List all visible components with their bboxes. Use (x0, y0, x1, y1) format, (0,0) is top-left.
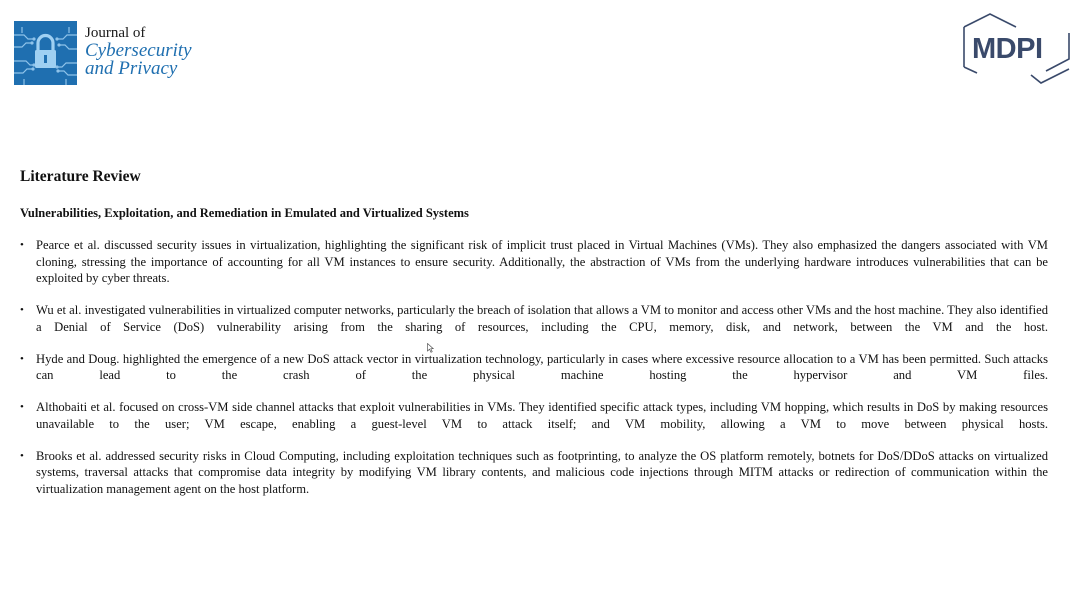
bullet-text: Brooks et al. addressed security risks in Cloud Computing, including exploitation techniques such as footprinting, to analyze the OS platform remotely, botnets for DoS/DDoS attacks on virtualized systems, traversal attacks that compromise data integrity by modifying VM library contents, and malicious code injections through MITM attacks or redirection of communication within the virtualization management agent on the host platform. (36, 448, 1048, 496)
bullet-text: Wu et al. investigated vulnerabilities in virtualized computer networks, particularly the breach of isolation that allows a VM to monitor and access other VMs and the host machine. They also identified a Denial of Service (DoS) vulnerability arising from the sharing of resources, including the CPU, memory, disk, and network, between the VM and the host. (36, 303, 1048, 334)
bullet-marker: • (20, 304, 24, 316)
list-item (20, 302, 1048, 335)
journal-name-line1: Cybersecurity (85, 40, 192, 61)
list-item (20, 351, 1048, 384)
list-item (20, 237, 1048, 287)
subsection-title: Vulnerabilities, Exploitation, and Remediation in Emulated and Virtualized Systems (20, 206, 469, 220)
journal-logo (14, 21, 204, 85)
padlock-circuit-icon (14, 21, 77, 85)
bullet-text: Pearce et al. discussed security issues in virtualization, highlighting the significant risk of implicit trust placed in Virtual Machines (VMs). They also emphasized the dangers associated with VM cloning, stressing the importance of accounting for all VM instances to ensure security. Additionally, the abstraction of VMs from the underlying hardware introduces vulnerabilities that can be exploited by cyber threats. (36, 238, 1048, 285)
list-item (20, 399, 1048, 432)
bullet-marker: • (20, 401, 24, 413)
bullet-marker: • (20, 239, 24, 251)
journal-of-label: Journal of (85, 25, 146, 41)
bullet-list (20, 237, 1048, 513)
journal-name-line2: and Privacy (85, 58, 178, 79)
bullet-text: Hyde and Doug. highlighted the emergence of a new DoS attack vector in virtualization technology, particularly in cases where excessive resource allocation to a VM has been permitted. Such attacks can lead to the crash of the physical machine hosting the hypervisor and VM files. (36, 351, 1048, 382)
section-title: Literature Review (20, 168, 141, 185)
list-item (20, 448, 1048, 498)
journal-title (85, 24, 192, 78)
bullet-text: Althobaiti et al. focused on cross-VM side channel attacks that exploit vulnerabilities in VMs. They identified specific attack types, including VM hopping, which results in DoS by making resources unavailable to the user; VM escape, enabling a guest-level VM to attack itself; and VM mobility, allowing a VM to move between physical hosts. (36, 400, 1048, 431)
bullet-marker: • (20, 449, 24, 462)
mouse-pointer-icon (427, 343, 434, 353)
bullet-marker: • (20, 352, 24, 365)
publisher-name: MDPI (972, 33, 1043, 65)
